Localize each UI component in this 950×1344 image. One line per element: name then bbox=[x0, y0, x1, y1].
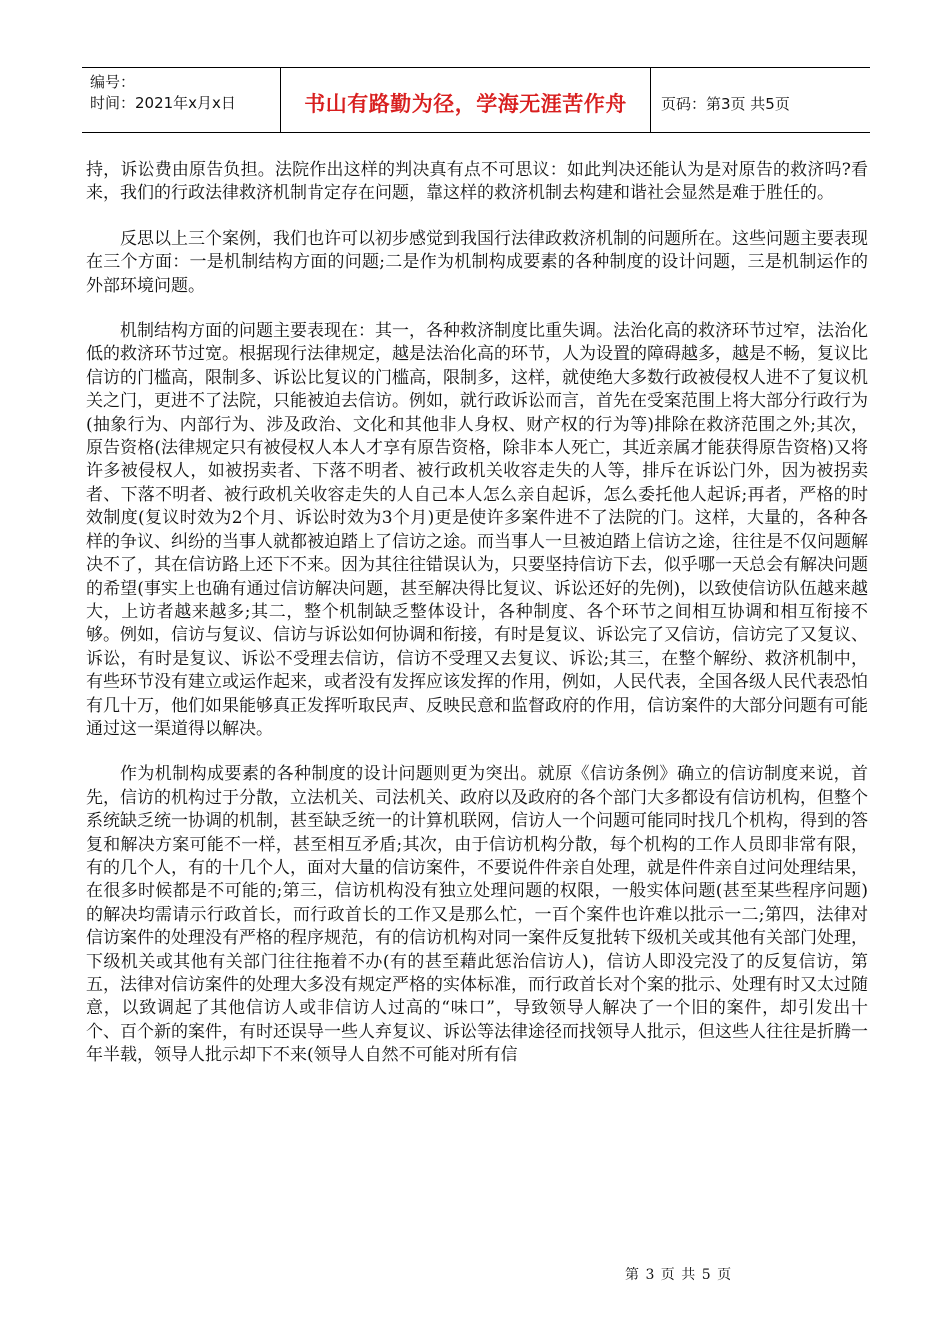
paragraph-continuation: 持，诉讼费由原告负担。法院作出这样的判决真有点不可思议：如此判决还能认为是对原告的救济吗?看来，我们的行政法律救济机制肯定存在问题，靠这样的救济机制去构建和谐社会显然是难于胜任的。 bbox=[86, 160, 868, 204]
header-meta bbox=[82, 68, 281, 132]
number-label: 编号： bbox=[90, 73, 136, 91]
paragraph-reflection: 反思以上三个案例，我们也许可以初步感觉到我国行法律政救济机制的问题所在。这些问题主要表现在三个方面：一是机制结构方面的问题;二是作为机制构成要素的各种制度的设计问题，三是机制运作的外部环境问题。 bbox=[86, 228, 868, 296]
paragraph-structure-issues: 机制结构方面的问题主要表现在：其一，各种救济制度比重失调。法治化高的救济环节过窄，法治化低的救济环节过宽。根据现行法律规定，越是法治化高的环节，人为设置的障碍越多，越是不畅，复议比信访的门槛高，限制多、诉讼比复议的门槛高，限制多，这样，就使绝大多数行政被侵权人进不了复议机关之门，更进不了法院，只能被迫去信访。例如，就行政诉讼而言，首先在受案范围上将大部分行政行为(抽象行为、内部行为、涉及政治、文化和其他非人身权、财产权的行为等)排除在救济范围之外;其次，原告资格(法律规定只有被侵权人本人才享有原告资格，除非本人死亡，其近亲属才能获得原告资格)又将许多被侵权人，如被拐卖者、下落不明者、被行政机关收容走失的人等，排斥在诉讼门外，因为被拐卖者、下落不明者、被行政机关收容走失的人自己本人怎么亲自起诉，怎么委托他人起诉;再者，严格的时效制度(复议时效为2个月、诉讼时效为3个月)更是使许多案件进不了法院的门。这样，大量的，各种各样的争议、纠纷的当事人就都被迫踏上了信访之途。而当事人一旦被迫踏上信访之途，往往是不仅问题解决不了，其在信访路上还下不来。因为其往往错误认为，只要坚持信访下去，似乎哪一天总会有解决问题的希望(事实上也确有通过信访解决问题，甚至解决得比复议、诉讼还好的先例)，以致使信访队伍越来越大，上访者越来越多;其二，整个机制缺乏整体设计，各种制度、各个环节之间相互协调和相互衔接不够。例如，信访与复议、信访与诉讼如何协调和衔接，有时是复议、诉讼完了又信访，信访完了又复议、诉讼，有时是复议、诉讼不受理去信访，信访不受理又去复议、诉讼;其三，在整个解纷、救济机制中，有些环节没有建立或运作起来，或者没有发挥应该发挥的作用，例如，人民代表，全国各级人民代表恐怕有几十万，他们如果能够真正发挥听取民声、反映民意和监督政府的作用，信访案件的大部分问题有可能通过这一渠道得以解决。 bbox=[86, 321, 868, 739]
document-body bbox=[86, 159, 868, 1090]
page-info: 页码：第3页 共5页 bbox=[661, 94, 790, 113]
page-header bbox=[82, 67, 870, 133]
motto-text: 书山有路勤为径，学海无涯苦作舟 bbox=[304, 92, 627, 116]
page-footer: 第 3 页 共 5 页 bbox=[625, 1267, 732, 1283]
paragraph-design-issues: 作为机制构成要素的各种制度的设计问题则更为突出。就原《信访条例》确立的信访制度来说，首先，信访的机构过于分散，立法机关、司法机关、政府以及政府的各个部门大多都设有信访机构，但整个系统缺乏统一协调的机制，甚至缺乏统一的计算机联网，信访人一个问题可能同时找几个机构，得到的答复和解决方案可能不一样，甚至相互矛盾;其次，由于信访机构分散，每个机构的工作人员即非常有限，有的几个人，有的十几个人，面对大量的信访案件，不要说件件亲自处理，就是件件亲自过问处理结果，在很多时候都是不可能的;第三，信访机构没有独立处理问题的权限，一般实体问题(甚至某些程序问题)的解决均需请示行政首长，而行政首长的工作又是那么忙，一百个案件也许难以批示一二;第四，法律对信访案件的处理没有严格的程序规范，有的信访机构对同一案件反复批转下级机关或其他有关部门处理，下级机关或其他有关部门往往拖着不办(有的甚至藉此惩治信访人)，信访人即没完没了的反复信访，第五，法律对信访案件的处理大多没有规定严格的实体标准，而行政首长对个案的批示、处理有时又太过随意，以致调起了其他信访人或非信访人过高的“味口”，导致领导人解决了一个旧的案件，却引发出十个、百个新的案件，有时还误导一些人弃复议、诉讼等法律途径而找领导人批示，但这些人往往是折腾一年半载，领导人批示却下不来(领导人自然不可能对所有信 bbox=[86, 764, 868, 1066]
header-page-cell bbox=[651, 68, 870, 132]
header-motto-cell bbox=[281, 68, 651, 132]
time-label: 时间：2021年x月x日 bbox=[90, 94, 236, 112]
